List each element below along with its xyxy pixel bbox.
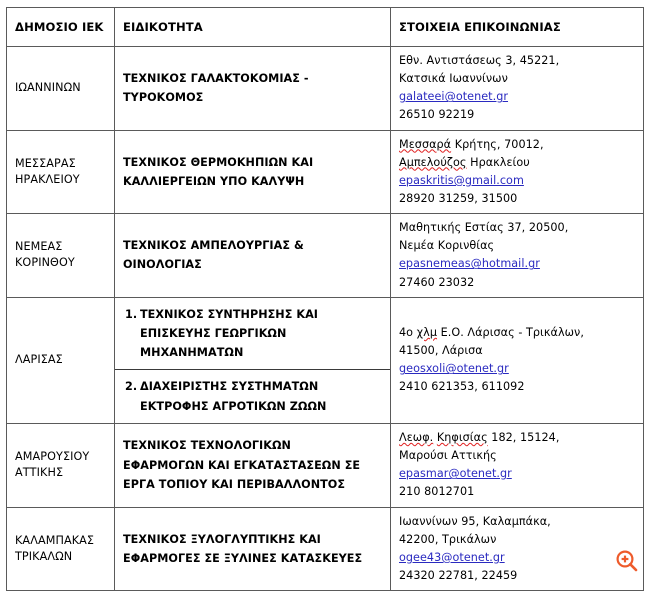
region-name-cont: ΑΤΤΙΚΗΣ: [15, 466, 64, 480]
region-name-cont: ΤΡΙΚΑΛΩΝ: [15, 549, 73, 563]
email-link[interactable]: epasmar@otenet.gr: [399, 467, 512, 481]
address-line: Νεμέα Κορινθίας: [399, 239, 495, 253]
item-number: 2.: [125, 380, 138, 394]
phone-number: 2410 621353, 611092: [399, 380, 525, 394]
address-line: Μαρούσι Αττικής: [399, 449, 497, 463]
specialty-line: ΤΥΡΟΚΟΜΟΣ: [123, 91, 204, 105]
specialty-item-2: [115, 370, 390, 423]
address-text: 182, 15124,: [487, 431, 560, 445]
item-number: 1.: [125, 307, 138, 321]
region-name: ΑΜΑΡΟΥΣΙΟΥ: [15, 450, 90, 464]
specialty-line: ΕΠΙΣΚΕΥΗΣ ΓΕΩΡΓΙΚΩΝ: [140, 326, 287, 340]
region-name: ΜΕΣΣΑΡΑΣ: [15, 156, 76, 170]
specialty-item-1: [115, 298, 390, 370]
specialty-line: ΕΡΓΑ ΤΟΠΙΟΥ ΚΑΙ ΠΕΡΙΒΑΛΛΟΝΤΟΣ: [123, 477, 346, 491]
cell-region: [7, 47, 115, 131]
cell-specialty: [115, 130, 391, 214]
cell-specialty: [115, 214, 391, 298]
email-link[interactable]: geosxoli@otenet.gr: [399, 362, 509, 376]
cell-contact: [391, 130, 644, 214]
address-text: Ε.Ο. Λάρισας - Τρικάλων,: [437, 326, 584, 340]
specialty-line-cont: [125, 397, 383, 416]
iek-directory-table: [6, 7, 644, 591]
specialty-line: ΤΕΧΝΙΚΟΣ ΓΑΛΑΚΤΟΚΟΜΙΑΣ -: [123, 72, 309, 86]
email-link[interactable]: epasnemeas@hotmail.gr: [399, 257, 540, 271]
phone-number: 27460 23032: [399, 275, 475, 289]
address-line: [399, 324, 636, 342]
cell-specialty: [115, 47, 391, 131]
email-link[interactable]: ogee43@otenet.gr: [399, 550, 505, 564]
region-name: ΚΑΛΑΜΠΑΚΑΣ: [15, 533, 95, 547]
misspelled-word: Λεωφ.: [399, 431, 434, 445]
region-name: ΝΕΜΕΑΣ: [15, 240, 63, 254]
region-name: ΙΩΑΝΝΙΝΩΝ: [15, 81, 81, 95]
cell-region: [7, 297, 115, 423]
specialty-line: ΤΕΧΝΙΚΟΣ ΞΥΛΟΓΛΥΠΤΙΚΗΣ ΚΑΙ: [123, 532, 321, 546]
cell-specialty: [115, 507, 391, 591]
region-name-cont: ΚΟΡΙΝΘΟΥ: [15, 256, 75, 270]
cell-specialty: [115, 424, 391, 508]
phone-number: 210 8012701: [399, 485, 475, 499]
address-line: [399, 136, 636, 154]
specialty-line: ΤΕΧΝΙΚΟΣ ΘΕΡΜΟΚΗΠΙΩΝ ΚΑΙ: [123, 155, 314, 169]
region-name-cont: ΗΡΑΚΛΕΙΟΥ: [15, 172, 80, 186]
misspelled-word: Αμπελούζος: [399, 155, 467, 169]
region-name: ΛΑΡΙΣΑΣ: [15, 353, 63, 367]
table-row: [7, 47, 644, 131]
table-row: [7, 297, 644, 423]
specialty-line: ΤΕΧΝΙΚΟΣ ΣΥΝΤΗΡΗΣΗΣ ΚΑΙ: [140, 307, 318, 321]
specialty-line: ΔΙΑΧΕΙΡΙΣΤΗΣ ΣΥΣΤΗΜΑΤΩΝ: [140, 380, 319, 394]
specialty-line: ΟΙΝΟΛΟΓΙΑΣ: [123, 258, 202, 272]
address-text: 4ο: [399, 326, 417, 340]
address-line: Μαθητικής Εστίας 37, 20500,: [399, 221, 569, 235]
column-header-region: ΔΗΜΟΣΙΟ ΙΕΚ: [7, 8, 115, 47]
table-row: [7, 507, 644, 591]
misspelled-word: Μεσσαρά: [399, 137, 452, 151]
cell-contact: [391, 47, 644, 131]
numbered-specialty: [125, 305, 383, 324]
zoom-in-glyph: [615, 549, 639, 573]
specialty-line: ΜΗΧΑΝΗΜΑΤΩΝ: [140, 346, 244, 360]
column-header-contact: ΣΤΟΙΧΕΙΑ ΕΠΙΚΟΙΝΩΝΙΑΣ: [391, 8, 644, 47]
specialty-subrow: [115, 298, 390, 370]
specialty-line: ΤΕΧΝΙΚΟΣ ΤΕΧΝΟΛΟΓΙΚΩΝ: [123, 439, 291, 453]
address-text: Ηρακλείου: [466, 155, 530, 169]
cell-contact: [391, 507, 644, 591]
cell-specialty-grouped: [115, 297, 391, 423]
table-row: [7, 214, 644, 298]
specialty-sublist: [115, 298, 390, 423]
table-row: [7, 424, 644, 508]
numbered-specialty: [125, 377, 383, 396]
table-header: [7, 8, 644, 47]
address-line: Ιωαννίνων 95, Καλαμπάκα,: [399, 514, 551, 528]
specialty-line-cont: [125, 324, 383, 343]
cell-region: [7, 130, 115, 214]
specialty-line: ΕΚΤΡΟΦΗΣ ΑΓΡΟΤΙΚΩΝ ΖΩΩΝ: [140, 399, 327, 413]
address-line: Κατσικά Ιωαννίνων: [399, 72, 508, 86]
address-line: [399, 429, 636, 447]
specialty-line: ΚΑΛΛΙΕΡΓΕΙΩΝ ΥΠΟ ΚΑΛΥΨΗ: [123, 174, 305, 188]
table-header-row: [7, 8, 644, 47]
misspelled-word: χλμ: [416, 326, 438, 340]
address-line: 41500, Λάρισα: [399, 344, 483, 358]
misspelled-word: Κηφισίας: [436, 431, 488, 445]
phone-number: 26510 92219: [399, 108, 475, 122]
phone-number: 28920 31259, 31500: [399, 191, 518, 205]
address-line: Εθν. Αντιστάσεως 3, 45221,: [399, 54, 560, 67]
table-body: [7, 47, 644, 591]
specialty-line: ΕΦΑΡΜΟΓΩΝ ΚΑΙ ΕΓΚΑΤΑΣΤΑΣΕΩΝ ΣΕ: [123, 458, 361, 472]
address-text: Κρήτης, 70012,: [451, 137, 544, 151]
cell-region: [7, 507, 115, 591]
cell-contact: [391, 214, 644, 298]
specialty-line-cont: [125, 343, 383, 362]
phone-number: 24320 22781, 22459: [399, 569, 518, 582]
specialty-line: ΕΦΑΡΜΟΓΕΣ ΣΕ ΞΥΛΙΝΕΣ ΚΑΤΑΣΚΕΥΕΣ: [123, 551, 363, 565]
address-line: [399, 154, 636, 172]
cell-region: [7, 424, 115, 508]
email-link[interactable]: galateei@otenet.gr: [399, 90, 509, 104]
zoom-in-icon[interactable]: [615, 549, 639, 573]
cell-contact: [391, 424, 644, 508]
address-line: 42200, Τρικάλων: [399, 532, 497, 546]
table-row: [7, 130, 644, 214]
specialty-subrow: [115, 370, 390, 423]
email-link[interactable]: epaskritis@gmail.com: [399, 173, 524, 187]
cell-contact: [391, 297, 644, 423]
specialty-line: ΤΕΧΝΙΚΟΣ ΑΜΠΕΛΟΥΡΓΙΑΣ &: [123, 239, 304, 253]
column-header-specialty: ΕΙΔΙΚΟΤΗΤΑ: [115, 8, 391, 47]
cell-region: [7, 214, 115, 298]
